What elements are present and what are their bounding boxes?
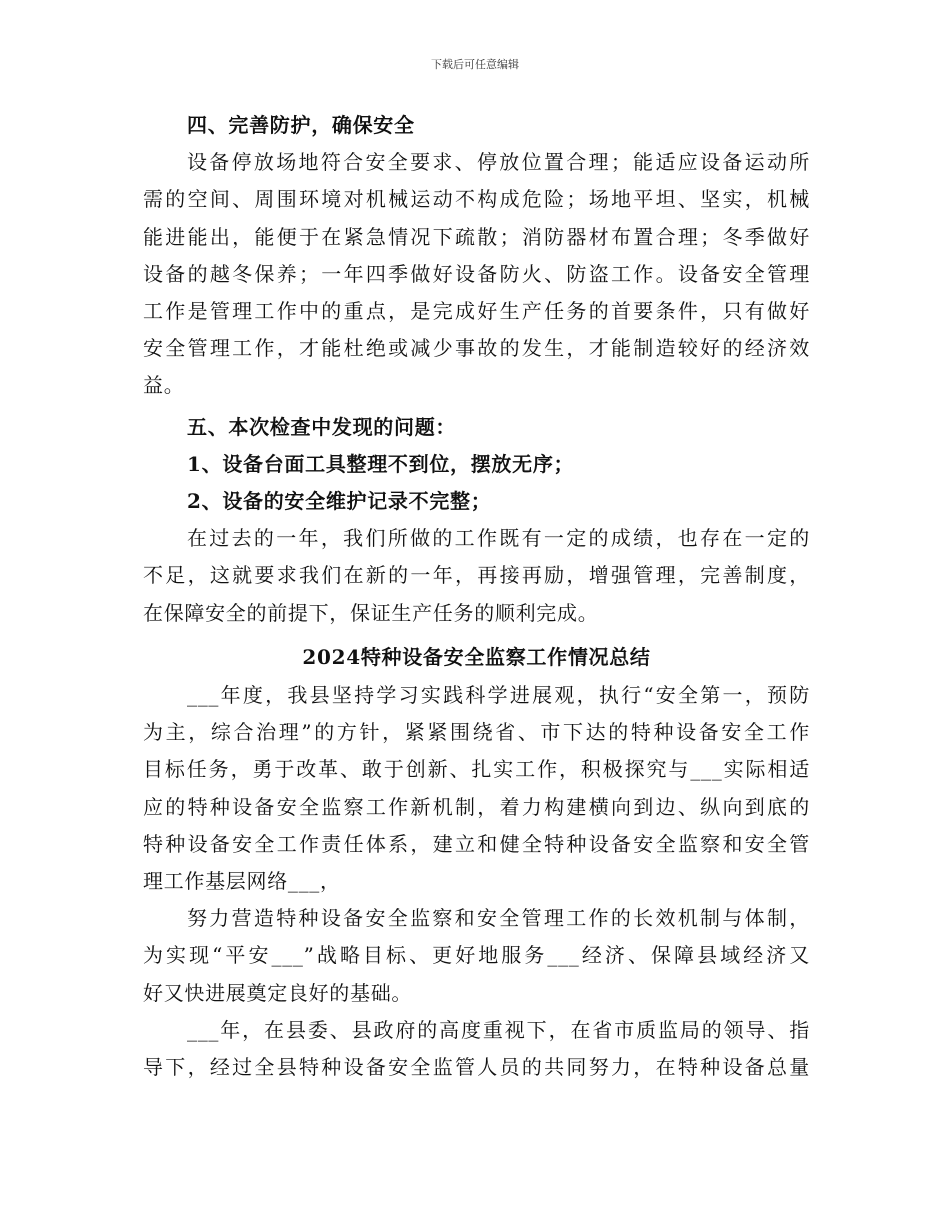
paragraph-line: 导下，经过全县特种设备安全监管人员的共同努力，在特种设备总量: [143, 1055, 810, 1080]
paragraph-line: 努力营造特种设备安全监察和安全管理工作的长效机制与体制，: [187, 906, 810, 931]
section4-line: 工作是管理工作中的重点，是完成好生产任务的首要条件，只有做好: [143, 299, 810, 324]
section4-line: 安全管理工作，才能杜绝或减少事故的发生，才能制造较好的经济效: [143, 336, 810, 361]
issue-item: 2、设备的安全维护记录不完整；: [187, 489, 492, 514]
paragraph-line: 应的特种设备安全监察工作新机制，着力构建横向到边、纵向到底的: [143, 794, 810, 819]
section4-line: 设备的越冬保养；一年四季做好设备防火、防盗工作。设备安全管理: [143, 261, 810, 286]
paragraph-line: 特种设备安全工作责任体系，建立和健全特种设备安全监察和安全管: [143, 831, 810, 856]
closing-line: 在保障安全的前提下，保证生产任务的顺利完成。: [143, 600, 599, 625]
paragraph-line: 目标任务，勇于改革、敢于创新、扎实工作，积极探究与___实际相适: [143, 757, 810, 782]
section5-heading: 五、本次检查中发现的问题：: [187, 414, 457, 439]
closing-line: 不足，这就要求我们在新的一年，再接再励，增强管理，完善制度，: [143, 563, 810, 588]
paragraph-line: ___年，在县委、县政府的高度重视下，在省市质监局的领导、指: [187, 1017, 810, 1042]
paragraph-line: 好又快进展奠定良好的基础。: [143, 980, 413, 1005]
section4-heading: 四、完善防护，确保安全: [187, 113, 415, 137]
section4-line: 需的空间、周围环境对机械运动不构成危险；场地平坦、坚实，机械: [143, 187, 810, 212]
closing-line: 在过去的一年，我们所做的工作既有一定的成绩，也存在一定的: [187, 526, 810, 551]
header-note: 下载后可任意编辑: [431, 58, 519, 71]
paragraph-line: 理工作基层网络___，: [143, 869, 341, 894]
report-title: 2024特种设备安全监察工作情况总结: [302, 644, 651, 669]
issue-item: 1、设备台面工具整理不到位，摆放无序；: [187, 451, 575, 476]
section4-line: 设备停放场地符合安全要求、停放位置合理；能适应设备运动所: [187, 150, 810, 175]
section4-line: 能进能出，能便于在紧急情况下疏散；消防器材布置合理；冬季做好: [143, 224, 810, 249]
document-body: [143, 107, 810, 1086]
paragraph-line: 为实现“平安___”战略目标、更好地服务___经济、保障县域经济又: [143, 943, 810, 968]
paragraph-line: 为主，综合治理”的方针，紧紧围绕省、市下达的特种设备安全工作: [143, 720, 810, 745]
section4-line: 益。: [143, 373, 185, 398]
paragraph-line: ___年度，我县坚持学习实践科学进展观，执行“安全第一，预防: [187, 683, 810, 708]
